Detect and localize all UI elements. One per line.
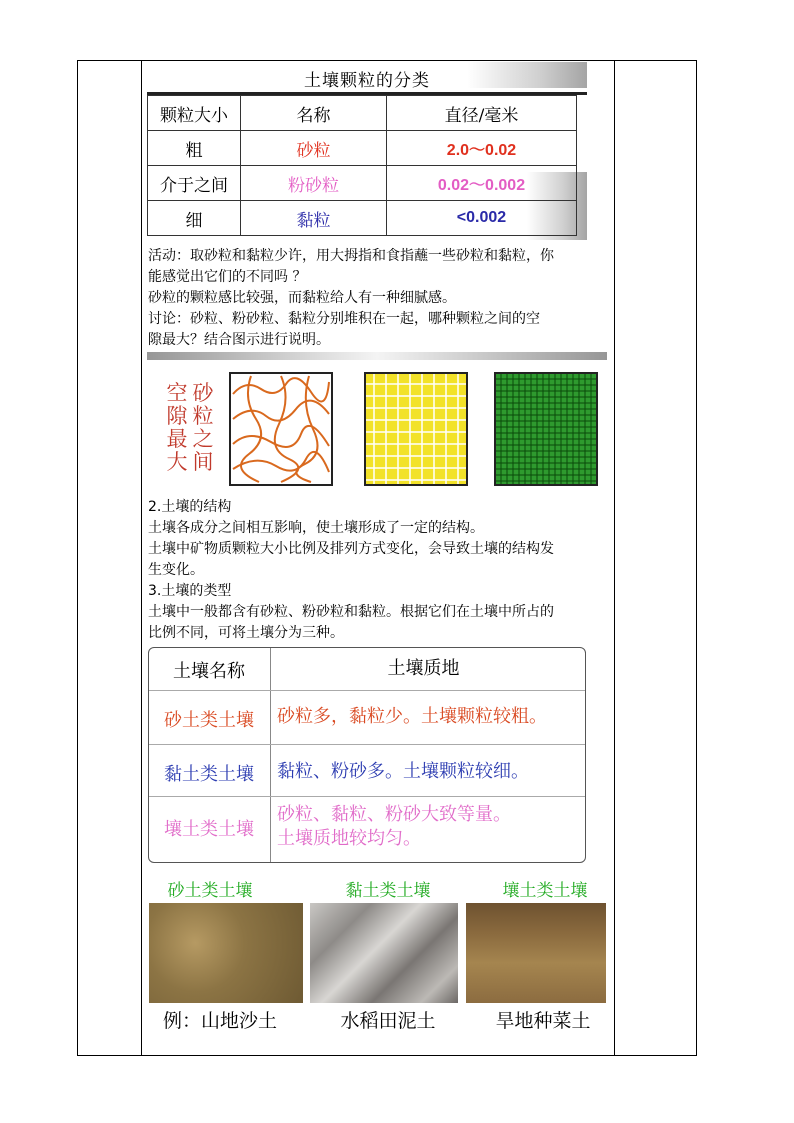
caption-sandy: 例：山地沙土 — [162, 1010, 277, 1032]
clay-soil-photo — [310, 903, 458, 1003]
pore-space-figure — [147, 352, 607, 492]
photo-label-sandy: 砂土类土壤 — [167, 881, 253, 901]
name-cell: 砂粒 — [241, 131, 387, 166]
table-row — [148, 166, 577, 201]
table-header-row — [148, 96, 577, 131]
header-soil-texture: 土壤质地 — [387, 658, 460, 679]
pore-label-col1: 空 隙 最 大 — [166, 381, 188, 474]
table-row — [148, 131, 577, 166]
column-divider-left — [141, 60, 142, 1056]
name-cell: 粉砂粒 — [241, 166, 387, 201]
name-cell: 黏粒 — [241, 201, 387, 236]
activity-text — [148, 246, 610, 351]
text-line: 土壤中一般都含有砂粒、粉砂粒和黏粒。根据它们在土壤中所占的 — [148, 604, 554, 620]
soil-desc-cell: 砂粒多，黏粒少。土壤颗粒较粗。 — [277, 706, 547, 727]
text-line: 隙最大？结合图示进行说明。 — [148, 332, 330, 348]
soil-name-cell: 砂土类土壤 — [164, 710, 254, 731]
size-cell: 细 — [148, 201, 241, 236]
pore-label-col2: 砂 粒 之 间 — [192, 381, 214, 474]
clay-particles-image — [494, 372, 598, 486]
diameter-cell: 2.0～0.02 — [387, 131, 577, 166]
text-line: 比例不同，可将土壤分为三种。 — [148, 625, 344, 641]
soil-name-cell: 壤土类土壤 — [164, 819, 254, 840]
soil-type-table — [148, 647, 586, 863]
ink-wash-decoration — [147, 352, 607, 360]
text-line: 生变化。 — [148, 562, 204, 578]
table-row — [149, 744, 585, 797]
text-line: 讨论：砂粒、粉砂粒、黏粒分别堆积在一起，哪种颗粒之间的空 — [148, 311, 540, 327]
table-row — [148, 201, 577, 236]
text-line: 土壤中矿物质颗粒大小比例及排列方式变化，会导致土壤的结构发 — [148, 541, 554, 557]
header-size: 颗粒大小 — [148, 96, 241, 131]
diameter-cell: 0.02～0.002 — [387, 166, 577, 201]
soil-name-cell: 黏土类土壤 — [164, 764, 254, 785]
size-cell: 介于之间 — [148, 166, 241, 201]
table-row — [149, 690, 585, 745]
grain-table-section — [147, 62, 587, 240]
silt-particles-image — [364, 372, 468, 486]
grain-table — [147, 95, 577, 236]
text-line: 活动：取砂粒和黏粒少许，用大拇指和食指蘸一些砂粒和黏粒，你 — [148, 248, 554, 264]
section-heading: 2.土壤的结构 — [148, 499, 232, 515]
photo-label-loam: 壤土类土壤 — [502, 881, 588, 901]
column-divider-right — [614, 60, 615, 1056]
sandy-soil-photo — [149, 903, 303, 1003]
structure-section — [148, 497, 610, 644]
text-line: 土壤各成分之间相互影响，使土壤形成了一定的结构。 — [148, 520, 484, 536]
soil-desc-cell: 砂粒、黏粒、粉砂大致等量。 土壤质地较均匀。 — [277, 804, 511, 849]
header-soil-name: 土壤名称 — [173, 661, 245, 682]
loam-soil-photo — [466, 903, 606, 1003]
grain-table-title: 土壤颗粒的分类 — [304, 71, 430, 91]
header-name: 名称 — [241, 96, 387, 131]
sand-particles-image — [229, 372, 333, 486]
text-line: 能感觉出它们的不同吗 ？ — [148, 269, 307, 285]
photo-label-clay: 黏土类土壤 — [345, 881, 431, 901]
soil-desc-cell: 黏粒、粉砂多。土壤颗粒较细。 — [277, 761, 529, 782]
table-row — [149, 796, 585, 863]
section-heading: 3.土壤的类型 — [148, 583, 232, 599]
diameter-cell: <0.002 — [387, 201, 577, 236]
header-diameter: 直径/毫米 — [387, 96, 577, 131]
size-cell: 粗 — [148, 131, 241, 166]
caption-clay: 水稻田泥土 — [340, 1010, 436, 1032]
text-line: 砂粒的颗粒感比较强，而黏粒给人有一种细腻感。 — [148, 290, 456, 306]
caption-loam: 旱地种菜土 — [495, 1010, 591, 1032]
